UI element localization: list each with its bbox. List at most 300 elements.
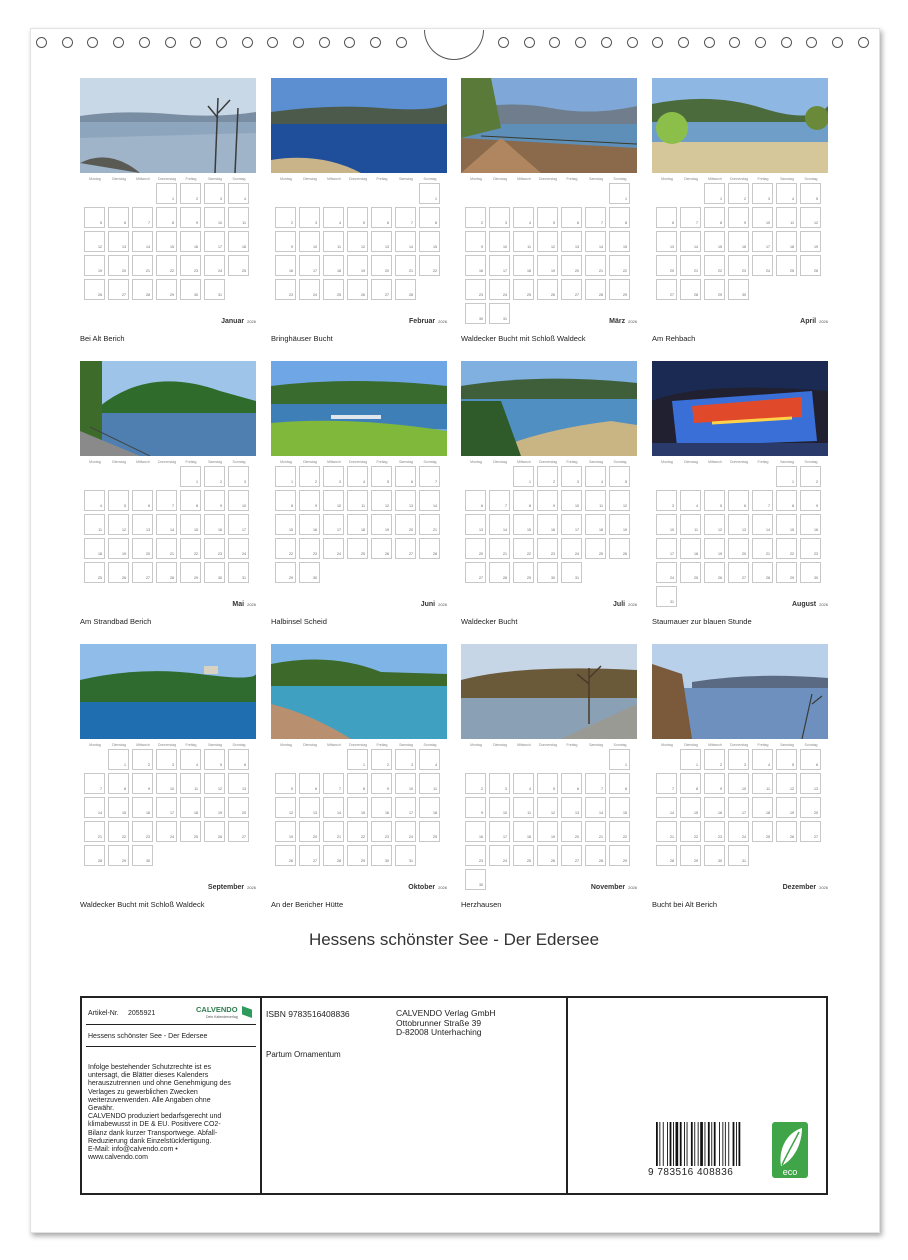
- day-number: 26: [814, 269, 818, 273]
- legal-line: herauszutrennen und ohne Genehmigung des: [88, 1080, 231, 1088]
- day-number: 3: [315, 221, 317, 225]
- month-9: [271, 644, 449, 919]
- svg-text:eco: eco: [782, 1167, 798, 1177]
- day-number: 13: [742, 528, 746, 532]
- weekday-label: Montag: [661, 177, 673, 181]
- day-number: 9: [196, 221, 198, 225]
- day-cell: [609, 821, 630, 842]
- weekday-label: Dienstag: [684, 177, 698, 181]
- day-cell: [323, 538, 344, 559]
- day-cell: [204, 207, 225, 228]
- day-cell: [180, 773, 201, 794]
- day-cell: [132, 749, 153, 770]
- day-number: 1: [625, 763, 627, 767]
- day-cell: [347, 797, 368, 818]
- day-cell: [395, 821, 416, 842]
- weekday-label: Freitag: [757, 460, 769, 464]
- day-cell: [228, 562, 249, 583]
- day-cell: [132, 821, 153, 842]
- month-6: [461, 361, 639, 636]
- weekday-label: Samstag: [780, 460, 794, 464]
- day-number: 19: [122, 552, 126, 556]
- day-number: 16: [146, 811, 150, 815]
- day-cell: [680, 821, 701, 842]
- day-number: 4: [601, 480, 603, 484]
- day-cell: [585, 279, 606, 300]
- weekday-label: Sonntag: [613, 177, 627, 181]
- day-number: 24: [575, 552, 579, 556]
- binding-ring: [704, 37, 715, 48]
- day-number: 25: [694, 576, 698, 580]
- day-cell: [561, 797, 582, 818]
- day-number: 11: [337, 245, 341, 249]
- weekday-label: Freitag: [376, 743, 388, 747]
- binding-ring: [498, 37, 509, 48]
- day-cell: [609, 231, 630, 252]
- day-number: 24: [503, 293, 507, 297]
- day-cell: [419, 797, 440, 818]
- day-number: 26: [718, 576, 722, 580]
- day-cell: [371, 255, 392, 276]
- day-cell: [299, 279, 320, 300]
- day-number: 1: [696, 763, 698, 767]
- day-cell: [180, 279, 201, 300]
- weekday-label: Freitag: [185, 743, 197, 747]
- day-cell: [537, 279, 558, 300]
- month-year: 2026: [819, 885, 828, 890]
- weekday-label: Dienstag: [493, 460, 507, 464]
- month-caption: Bei Alt Berich: [80, 334, 125, 343]
- day-number: 9: [291, 245, 293, 249]
- month-8: [80, 644, 258, 919]
- day-number: 16: [718, 811, 722, 815]
- weekday-label: Donnerstag: [348, 177, 368, 181]
- calendar-title: Hessens schönster See - Der Edersee: [308, 930, 600, 949]
- day-number: 27: [670, 293, 674, 297]
- day-cell: [561, 821, 582, 842]
- day-number: 6: [577, 787, 579, 791]
- day-cell: [489, 845, 510, 866]
- binding-ring: [36, 37, 47, 48]
- day-cell: [108, 255, 129, 276]
- day-number: 29: [194, 576, 198, 580]
- day-cell: [371, 514, 392, 535]
- day-cell: [371, 207, 392, 228]
- day-cell: [800, 538, 821, 559]
- day-cell: [752, 255, 773, 276]
- day-cell: [537, 562, 558, 583]
- day-cell: [108, 562, 129, 583]
- day-number: 11: [599, 504, 603, 508]
- day-number: 29: [122, 859, 126, 863]
- day-cell: [752, 562, 773, 583]
- month-caption: Staumauer zur blauen Stunde: [652, 617, 752, 626]
- day-number: 4: [792, 197, 794, 201]
- day-number: 15: [170, 245, 174, 249]
- day-cell: [132, 845, 153, 866]
- day-cell: [680, 845, 701, 866]
- day-number: 30: [814, 576, 818, 580]
- day-cell: [228, 773, 249, 794]
- eco-leaf-icon: [772, 1122, 808, 1178]
- day-number: 18: [337, 269, 341, 273]
- day-cell: [228, 490, 249, 511]
- day-cell: [395, 490, 416, 511]
- day-cell: [728, 773, 749, 794]
- day-number: 22: [623, 835, 627, 839]
- day-cell: [132, 514, 153, 535]
- legal-line: weiterzuverwenden. Alle Angaben ohne: [88, 1096, 211, 1104]
- day-cell: [419, 231, 440, 252]
- month-2: [461, 78, 639, 353]
- day-number: 19: [361, 269, 365, 273]
- day-cell: [156, 231, 177, 252]
- day-cell: [180, 749, 201, 770]
- day-number: 10: [766, 221, 770, 225]
- day-number: 13: [409, 504, 413, 508]
- day-number: 21: [337, 835, 341, 839]
- day-number: 7: [435, 480, 437, 484]
- day-number: 17: [218, 245, 222, 249]
- day-number: 10: [242, 504, 246, 508]
- binding-ring: [293, 37, 304, 48]
- day-number: 12: [551, 245, 555, 249]
- day-number: 3: [172, 763, 174, 767]
- day-number: 2: [220, 480, 222, 484]
- day-cell: [752, 490, 773, 511]
- month-10: [461, 644, 639, 919]
- day-number: 8: [363, 787, 365, 791]
- day-number: 20: [385, 269, 389, 273]
- day-cell: [84, 279, 105, 300]
- day-number: 25: [98, 576, 102, 580]
- day-number: 7: [505, 504, 507, 508]
- day-cell: [776, 466, 797, 487]
- day-number: 10: [409, 787, 413, 791]
- day-number: 24: [670, 576, 674, 580]
- day-cell: [204, 514, 225, 535]
- day-cell: [489, 797, 510, 818]
- day-number: 22: [694, 835, 698, 839]
- day-number: 19: [98, 269, 102, 273]
- day-cell: [84, 514, 105, 535]
- weekday-label: Samstag: [589, 177, 603, 181]
- day-cell: [323, 255, 344, 276]
- day-cell: [395, 797, 416, 818]
- day-number: 13: [575, 245, 579, 249]
- day-cell: [704, 821, 725, 842]
- day-cell: [347, 231, 368, 252]
- day-number: 25: [790, 269, 794, 273]
- day-number: 22: [194, 552, 198, 556]
- day-number: 11: [527, 811, 531, 815]
- month-year: 2026: [628, 602, 637, 607]
- weekday-label: Samstag: [399, 177, 413, 181]
- day-number: 26: [385, 552, 389, 556]
- day-cell: [465, 279, 486, 300]
- day-number: 16: [313, 528, 317, 532]
- day-number: 21: [433, 528, 437, 532]
- day-cell: [704, 279, 725, 300]
- weekday-label: Mittwoch: [327, 743, 341, 747]
- day-cell: [228, 183, 249, 204]
- day-number: 27: [742, 576, 746, 580]
- day-cell: [776, 749, 797, 770]
- day-number: 29: [623, 859, 627, 863]
- day-number: 29: [694, 859, 698, 863]
- day-number: 22: [790, 552, 794, 556]
- day-number: 25: [361, 552, 365, 556]
- day-cell: [465, 562, 486, 583]
- day-number: 20: [479, 552, 483, 556]
- day-cell: [156, 207, 177, 228]
- day-cell: [489, 279, 510, 300]
- day-number: 18: [599, 528, 603, 532]
- day-cell: [704, 773, 725, 794]
- weekday-label: Dienstag: [303, 743, 317, 747]
- weekday-label: Mittwoch: [708, 743, 722, 747]
- weekday-label: Samstag: [208, 177, 222, 181]
- day-cell: [489, 207, 510, 228]
- month-photo: [652, 361, 828, 456]
- day-number: 16: [814, 528, 818, 532]
- month-5: [271, 361, 449, 636]
- day-number: 8: [196, 504, 198, 508]
- day-cell: [776, 773, 797, 794]
- day-cell: [323, 773, 344, 794]
- day-number: 10: [170, 787, 174, 791]
- day-cell: [656, 514, 677, 535]
- month-4: [80, 361, 258, 636]
- day-cell: [704, 562, 725, 583]
- day-number: 26: [218, 835, 222, 839]
- day-number: 6: [481, 504, 483, 508]
- day-number: 24: [409, 835, 413, 839]
- day-number: 30: [479, 317, 483, 321]
- day-number: 16: [742, 245, 746, 249]
- day-number: 21: [409, 269, 413, 273]
- day-number: 22: [170, 269, 174, 273]
- day-cell: [561, 279, 582, 300]
- day-cell: [609, 749, 630, 770]
- day-number: 15: [289, 528, 293, 532]
- day-number: 15: [122, 811, 126, 815]
- day-cell: [609, 279, 630, 300]
- day-cell: [228, 749, 249, 770]
- weekday-label: Mittwoch: [517, 743, 531, 747]
- month-caption: Bringhäuser Bucht: [271, 334, 333, 343]
- day-cell: [585, 845, 606, 866]
- day-number: 19: [551, 269, 555, 273]
- day-number: 13: [385, 245, 389, 249]
- binding-ring: [858, 37, 869, 48]
- weekday-label: Montag: [470, 460, 482, 464]
- day-number: 23: [146, 835, 150, 839]
- binding-ring: [524, 37, 535, 48]
- day-cell: [537, 538, 558, 559]
- day-cell: [275, 845, 296, 866]
- day-cell: [752, 773, 773, 794]
- day-cell: [347, 279, 368, 300]
- day-cell: [609, 207, 630, 228]
- day-cell: [800, 231, 821, 252]
- day-cell: [537, 773, 558, 794]
- day-number: 6: [577, 221, 579, 225]
- day-cell: [776, 255, 797, 276]
- day-cell: [704, 255, 725, 276]
- day-number: 6: [672, 221, 674, 225]
- day-number: 30: [479, 883, 483, 887]
- day-cell: [156, 183, 177, 204]
- day-cell: [180, 231, 201, 252]
- month-caption: Waldecker Bucht mit Schloß Waldeck: [461, 334, 586, 343]
- weekday-label: Dienstag: [112, 743, 126, 747]
- day-cell: [180, 538, 201, 559]
- weekday-label: Dienstag: [684, 460, 698, 464]
- month-photo: [80, 644, 256, 739]
- day-cell: [275, 773, 296, 794]
- day-cell: [513, 490, 534, 511]
- day-cell: [800, 207, 821, 228]
- legal-line: CALVENDO produziert bedarfsgerecht und: [88, 1113, 222, 1121]
- weekday-label: Sonntag: [804, 177, 818, 181]
- day-number: 4: [363, 480, 365, 484]
- legal-line: Bilanz dank kurzer Transportwege. Abfall-: [88, 1129, 218, 1137]
- month-name: [783, 884, 828, 891]
- day-cell: [299, 466, 320, 487]
- day-number: 6: [148, 504, 150, 508]
- day-cell: [204, 466, 225, 487]
- barcode-icon: [656, 1122, 748, 1166]
- day-number: 27: [242, 835, 246, 839]
- day-cell: [800, 183, 821, 204]
- day-number: 16: [218, 528, 222, 532]
- day-number: 13: [242, 787, 246, 791]
- day-cell: [132, 231, 153, 252]
- day-number: 28: [503, 576, 507, 580]
- day-cell: [156, 821, 177, 842]
- day-cell: [180, 183, 201, 204]
- month-name: [591, 884, 637, 891]
- day-cell: [800, 490, 821, 511]
- imprint-right-column: [568, 998, 826, 1193]
- weekday-label: Donnerstag: [538, 460, 558, 464]
- day-cell: [204, 749, 225, 770]
- day-cell: [299, 821, 320, 842]
- day-cell: [132, 773, 153, 794]
- day-number: 16: [194, 245, 198, 249]
- day-number: 7: [339, 787, 341, 791]
- day-cell: [419, 466, 440, 487]
- day-number: 8: [792, 504, 794, 508]
- day-cell: [156, 562, 177, 583]
- day-cell: [204, 279, 225, 300]
- month-name: [613, 601, 637, 608]
- day-number: 12: [361, 245, 365, 249]
- day-cell: [585, 821, 606, 842]
- day-cell: [419, 207, 440, 228]
- day-number: 3: [505, 787, 507, 791]
- weekday-header: [275, 177, 443, 183]
- day-cell: [347, 207, 368, 228]
- day-number: 25: [766, 835, 770, 839]
- day-cell: [299, 797, 320, 818]
- day-number: 23: [194, 269, 198, 273]
- month-year: 2026: [819, 319, 828, 324]
- month-0: [80, 78, 258, 353]
- month-name: [792, 601, 828, 608]
- month-name-text: April: [800, 318, 817, 325]
- day-number: 2: [816, 480, 818, 484]
- day-number: 16: [385, 811, 389, 815]
- day-number: 2: [720, 763, 722, 767]
- day-number: 26: [551, 859, 555, 863]
- day-number: 18: [242, 245, 246, 249]
- day-cell: [371, 845, 392, 866]
- day-cell: [108, 207, 129, 228]
- day-cell: [395, 845, 416, 866]
- month-3: [652, 78, 830, 353]
- day-cell: [465, 845, 486, 866]
- weekday-label: Sonntag: [804, 460, 818, 464]
- day-number: 2: [387, 763, 389, 767]
- day-number: 14: [766, 528, 770, 532]
- day-number: 23: [718, 835, 722, 839]
- day-number: 24: [242, 552, 246, 556]
- day-number: 15: [694, 811, 698, 815]
- day-cell: [228, 538, 249, 559]
- day-cell: [132, 490, 153, 511]
- day-cell: [776, 562, 797, 583]
- day-number: 21: [599, 269, 603, 273]
- month-caption: Bucht bei Alt Berich: [652, 900, 718, 909]
- day-number: 12: [623, 504, 627, 508]
- month-name: [421, 601, 447, 608]
- day-cell: [132, 279, 153, 300]
- month-caption: Waldecker Bucht mit Schloß Waldeck: [80, 900, 205, 909]
- day-cell: [704, 797, 725, 818]
- day-cell: [84, 255, 105, 276]
- day-number: 8: [435, 221, 437, 225]
- day-number: 27: [409, 552, 413, 556]
- binding-ring: [396, 37, 407, 48]
- day-cell: [204, 773, 225, 794]
- day-number: 2: [148, 763, 150, 767]
- day-cell: [704, 207, 725, 228]
- day-number: 17: [170, 811, 174, 815]
- day-cell: [323, 821, 344, 842]
- day-number: 1: [172, 197, 174, 201]
- weekday-label: Donnerstag: [729, 743, 749, 747]
- day-number: 1: [625, 197, 627, 201]
- day-cell: [561, 773, 582, 794]
- day-number: 6: [744, 504, 746, 508]
- month-name: [609, 318, 637, 325]
- month-name-text: Oktober: [408, 884, 436, 891]
- day-cell: [275, 490, 296, 511]
- day-cell: [728, 207, 749, 228]
- day-number: 19: [385, 528, 389, 532]
- day-cell: [323, 466, 344, 487]
- day-number: 1: [720, 197, 722, 201]
- legal-line: Verlages zu gewerblichen Zwecken: [88, 1088, 198, 1096]
- brand-logo-icon: [242, 1006, 252, 1018]
- day-number: 23: [385, 835, 389, 839]
- day-number: 8: [625, 787, 627, 791]
- weekday-label: Montag: [89, 460, 101, 464]
- day-cell: [323, 845, 344, 866]
- day-cell: [728, 821, 749, 842]
